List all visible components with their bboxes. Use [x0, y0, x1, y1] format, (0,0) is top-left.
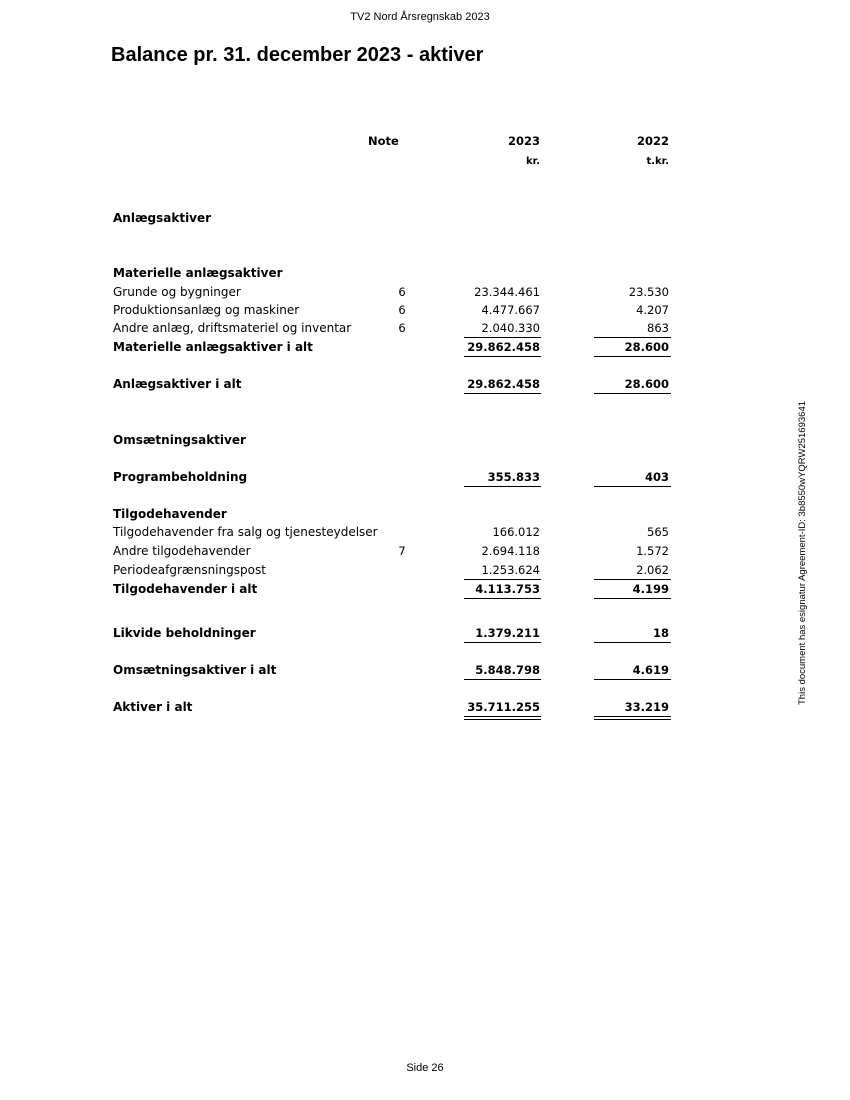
row-label: Anlægsaktiver i alt [113, 377, 242, 391]
esignatur-agreement-id: This document has esignatur Agreement-ID: 3b8550wYQRW251693641 [797, 400, 808, 705]
total-row [0, 661, 850, 679]
row-label: Programbeholdning [113, 470, 248, 484]
row-label: Andre tilgodehavender [113, 544, 251, 558]
value-2023: 2.694.118 [481, 544, 540, 558]
total-rule [594, 679, 671, 680]
total-rule [594, 393, 671, 394]
column-header-2022: 2022 [636, 134, 669, 148]
group-heading [0, 505, 850, 523]
row-label: Materielle anlægsaktiver [113, 266, 283, 280]
value-2022: 863 [647, 321, 669, 335]
table-row [0, 523, 850, 541]
value-2022: 18 [652, 626, 669, 640]
value-2022: 2.062 [636, 563, 669, 577]
value-2023: 2.040.330 [481, 321, 540, 335]
double-rule [464, 716, 541, 717]
total-rule [464, 486, 541, 487]
value-2022: 33.219 [624, 700, 669, 714]
double-rule [464, 719, 541, 720]
value-2023: 166.012 [492, 525, 540, 539]
total-rule [464, 393, 541, 394]
value-2022: 28.600 [624, 377, 669, 391]
value-2023: 23.344.461 [474, 285, 540, 299]
page-title: Balance pr. 31. december 2023 - aktiver [111, 44, 484, 66]
table-row [0, 542, 850, 560]
subtotal-row [0, 580, 850, 598]
double-rule [594, 716, 671, 717]
table-row [0, 283, 850, 301]
value-2023: 4.477.667 [481, 303, 540, 317]
value-2022: 403 [644, 470, 669, 484]
total-rule [464, 356, 541, 357]
section-heading [0, 209, 850, 227]
total-rule [594, 486, 671, 487]
value-2023: 5.848.798 [475, 663, 540, 677]
page-number: Side 26 [406, 1062, 444, 1074]
row-note: 6 [398, 303, 406, 317]
section-heading [0, 431, 850, 449]
value-2023: 29.862.458 [467, 377, 540, 391]
double-rule [594, 719, 671, 720]
row-label: Aktiver i alt [113, 700, 193, 714]
total-rule [594, 356, 671, 357]
value-2022: 4.619 [632, 663, 669, 677]
row-label: Materielle anlægsaktiver i alt [113, 340, 313, 354]
value-2022: 4.199 [632, 582, 669, 596]
row-label: Periodeafgrænsningspost [113, 563, 266, 577]
value-2023: 35.711.255 [467, 700, 540, 714]
total-rule [464, 679, 541, 680]
value-2023: 1.253.624 [481, 563, 540, 577]
row-label: Produktionsanlæg og maskiner [113, 303, 300, 317]
row-label: Andre anlæg, driftsmateriel og inventar [113, 321, 352, 335]
grand-total-row [0, 698, 850, 716]
row-label: Omsætningsaktiver [113, 433, 246, 447]
value-2022: 1.572 [636, 544, 669, 558]
table-row [0, 561, 850, 579]
table-row [0, 301, 850, 319]
value-2022: 23.530 [628, 285, 669, 299]
row-label: Grunde og bygninger [113, 285, 241, 299]
row-note: 6 [398, 321, 406, 335]
column-unit-2022: t.kr. [646, 156, 669, 167]
row-label: Anlægsaktiver [113, 211, 212, 225]
value-2023: 1.379.211 [475, 626, 540, 640]
subtotal-row [0, 468, 850, 486]
subtotal-row [0, 624, 850, 642]
value-2022: 565 [647, 525, 669, 539]
row-label: Likvide beholdninger [113, 626, 256, 640]
column-unit-2023: kr. [526, 156, 540, 167]
value-2023: 355.833 [487, 470, 540, 484]
row-note: 6 [398, 285, 406, 299]
page-header: TV2 Nord Årsregnskab 2023 [350, 11, 490, 23]
row-label: Omsætningsaktiver i alt [113, 663, 277, 677]
value-2022: 28.600 [624, 340, 669, 354]
row-note: 7 [398, 544, 406, 558]
total-rule [594, 598, 671, 599]
column-header-2023: 2023 [507, 134, 540, 148]
total-rule [464, 642, 541, 643]
row-label: Tilgodehavender i alt [113, 582, 258, 596]
value-2022: 4.207 [636, 303, 669, 317]
table-row [0, 319, 850, 337]
column-header-note: Note [368, 134, 399, 148]
total-row [0, 375, 850, 393]
total-rule [594, 642, 671, 643]
row-label: Tilgodehavender [113, 507, 227, 521]
total-rule [464, 598, 541, 599]
value-2023: 4.113.753 [475, 582, 540, 596]
subtotal-row [0, 338, 850, 356]
value-2023: 29.862.458 [467, 340, 540, 354]
group-heading [0, 264, 850, 282]
row-label: Tilgodehavender fra salg og tjenesteydelser [113, 525, 378, 539]
